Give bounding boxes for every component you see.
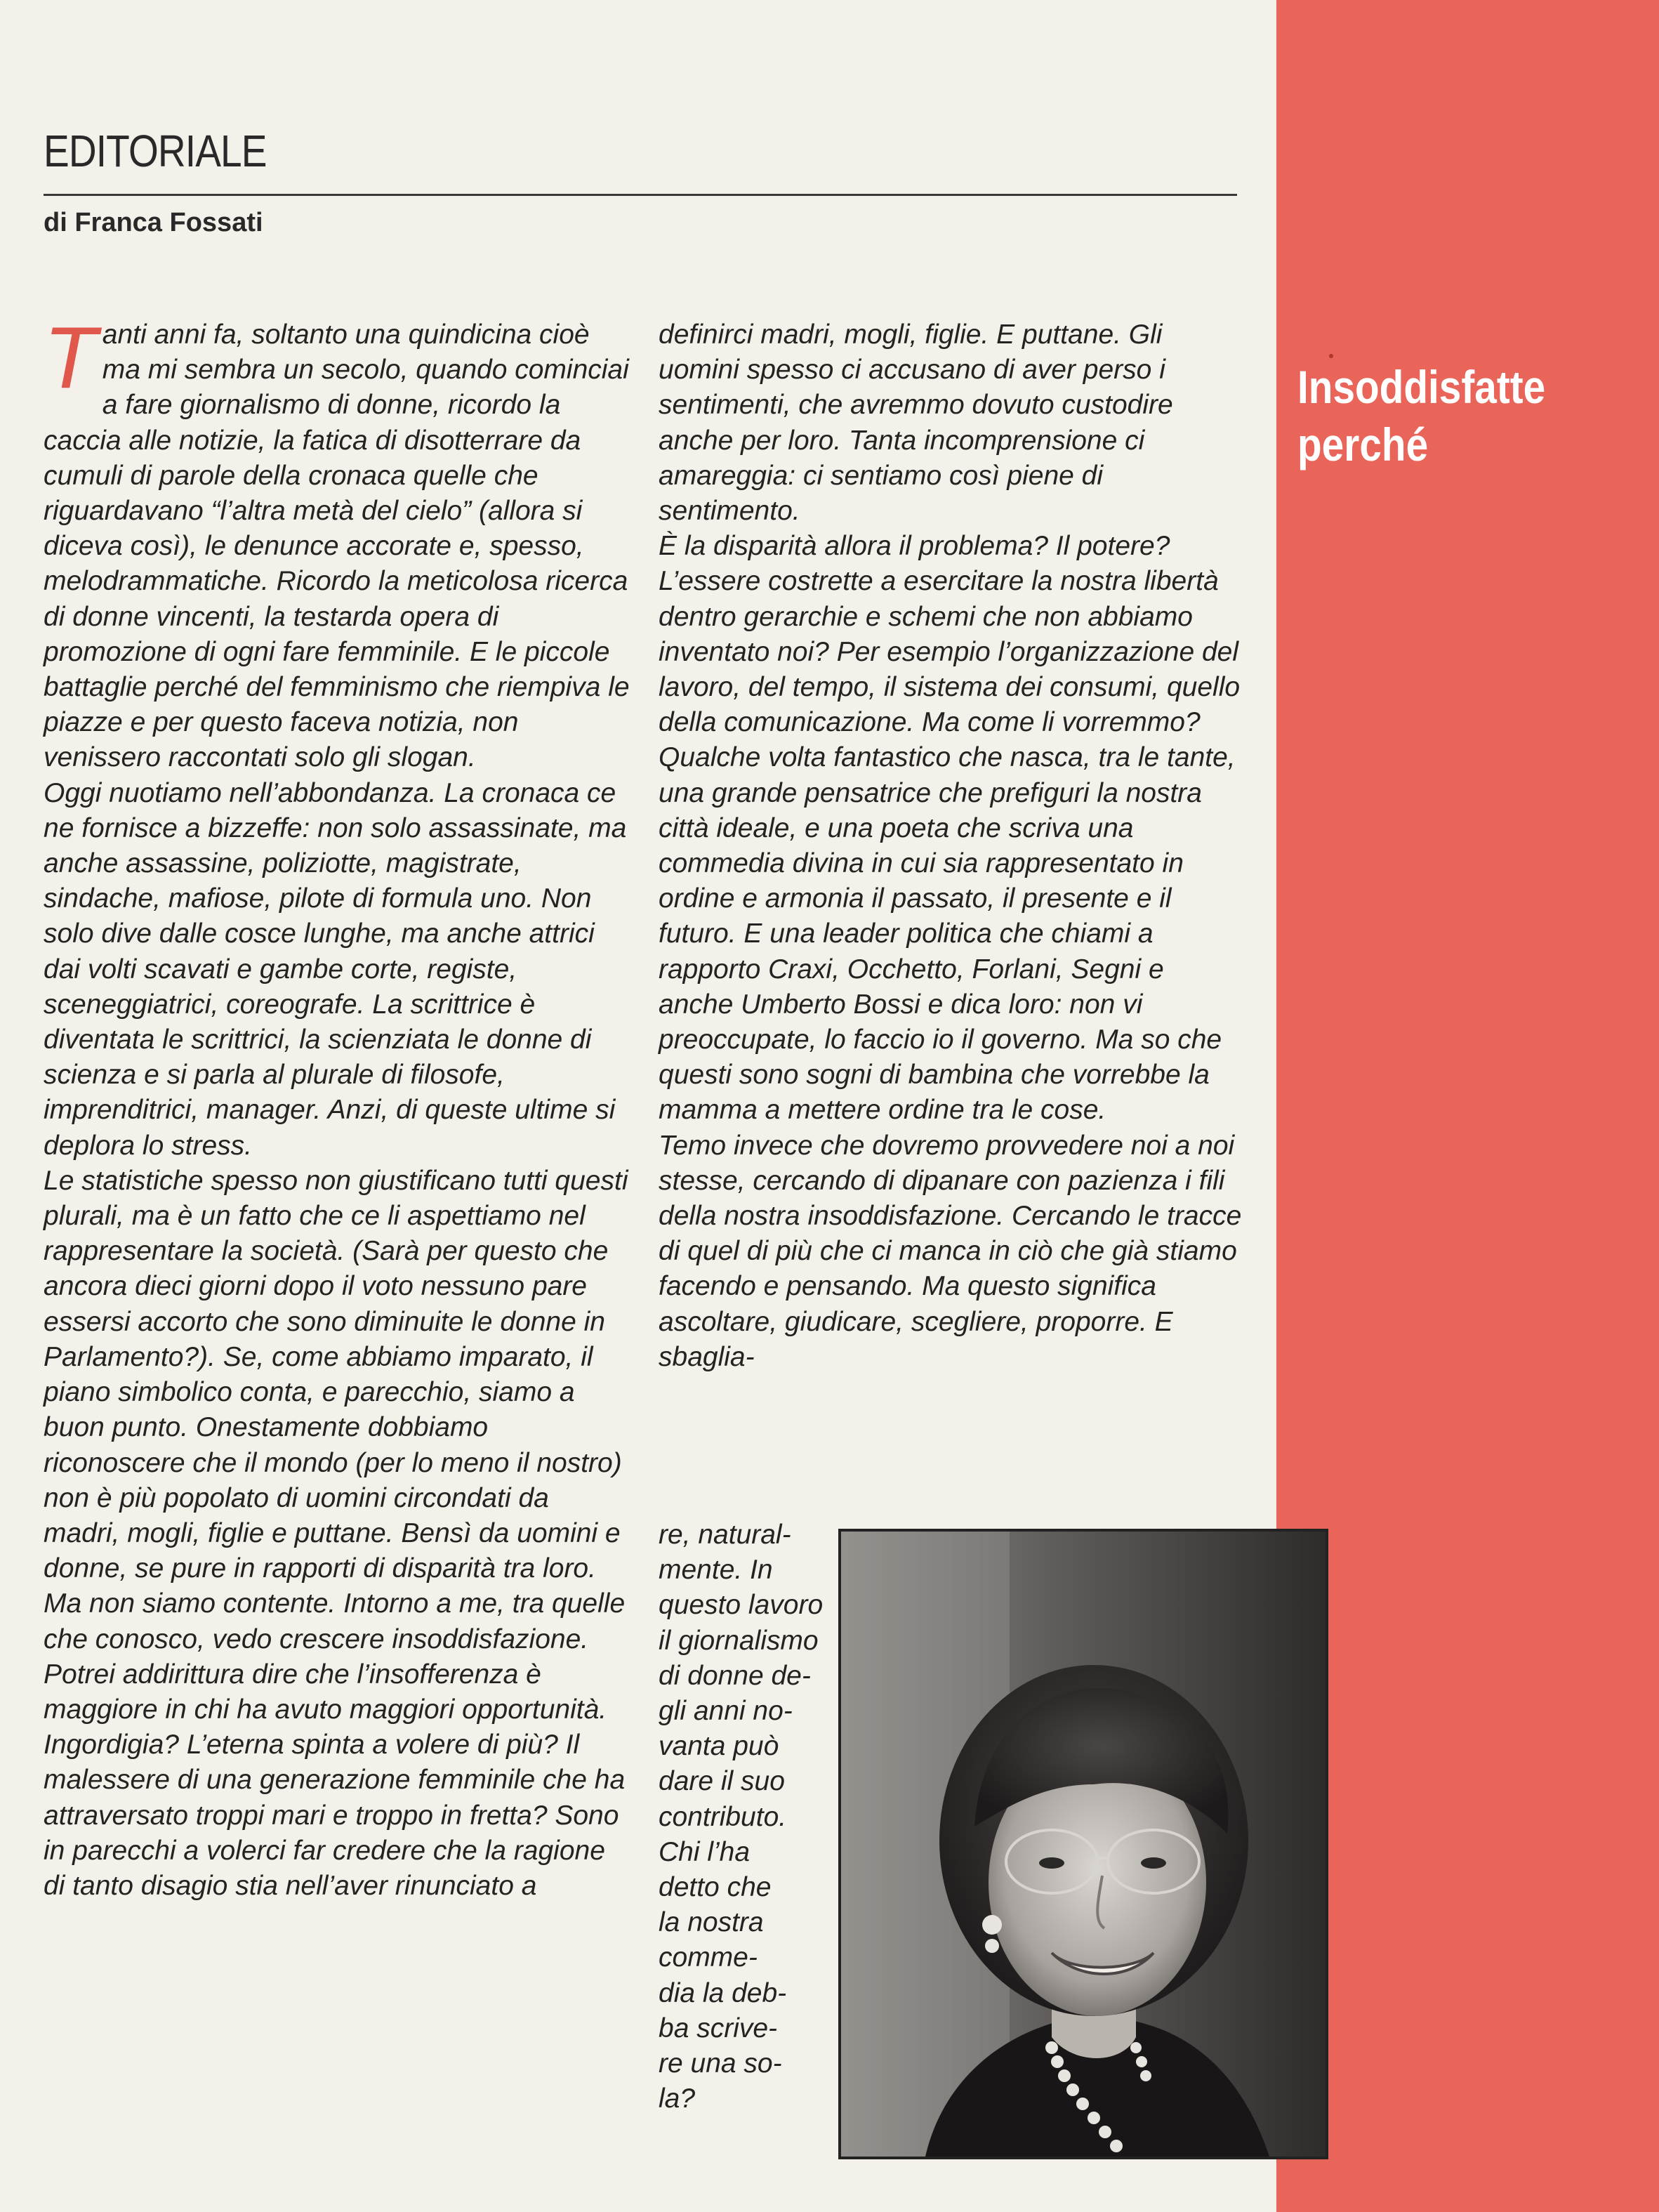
red-sidebar-band <box>1276 0 1659 2212</box>
wrap-line: dare il suo <box>659 1766 785 1797</box>
header-rule <box>44 194 1237 196</box>
sidebar-headline: Insoddisfatte perché <box>1297 361 1546 470</box>
wrap-line: Chi l’ha <box>659 1836 751 1867</box>
wrap-line: dia la deb- <box>659 1977 787 2008</box>
wrap-line: mente. In <box>659 1555 773 1586</box>
drop-cap: T <box>44 310 97 407</box>
wrap-line: questo lavoro <box>659 1590 824 1621</box>
print-speck <box>1329 354 1333 358</box>
article-column-1 <box>44 310 630 1904</box>
article-column-2 <box>659 317 1243 1375</box>
byline: di Franca Fossati <box>44 208 263 237</box>
wrap-line: la? <box>659 2083 696 2114</box>
paragraph: Temo invece che dovremo provvedere noi a noi stesse, cercando di dipanare con pazienza i fili della nostra insoddisfazione. Cercando le tracce di quel di più che ci manca in ciò che già stiamo facendo e pensando. Ma questo significa ascoltare, giudicare, scegliere, proporre. E sbaglia- <box>659 1130 1242 1372</box>
wrap-line: vanta può <box>659 1731 779 1762</box>
section-title: EDITORIALE <box>44 126 267 176</box>
author-portrait-photo <box>841 1532 1326 2157</box>
wrap-line: di donne de- <box>659 1660 811 1691</box>
wrap-line: la nostra <box>659 1907 764 1938</box>
photo-wrap-text <box>659 1518 848 2116</box>
wrap-line: re una so- <box>659 2048 782 2079</box>
wrap-line: re, natural- <box>659 1520 791 1550</box>
wrap-line: gli anni no- <box>659 1696 793 1727</box>
wrap-line: contributo. <box>659 1801 787 1832</box>
paragraph: È la disparità allora il problema? Il potere? L’essere costrette a esercitare la nostra libertà dentro gerarchie e schemi che non abbiamo inventato noi? Per esempio l’organizzazione del lavoro, del tempo, il sistema dei consumi, quello della comunicazione. Ma come li vorremmo? Qualche volta fantastico che nasca, tra le tante, una grande pensatrice che prefiguri la nostra città ideale, e una poeta che scriva una commedia divina in cui sia rappresentato in ordine e armonia il passato, il presente e il futuro. E una leader politica che chiami a rapporto Craxi, Occhetto, Forlani, Segni e anche Umberto Bossi e dica loro: non vi preoccupate, lo faccio io il governo. Ma so che questi sono sogni di bambina che vorrebbe la mamma a mettere ordine tra le cose. <box>659 531 1241 1126</box>
paragraph: anti anni fa, soltanto una quindicina cioè ma mi sembra un secolo, quando cominciai a fare giornalismo di donne, ricordo la caccia alle notizie, la fatica di disotterrare da cumuli di parole della cronaca quelle che riguardavano “l’altra metà del cielo” (allora si diceva così), le denunce accorate e, spesso, melodrammatiche. Ricordo la meticolosa ricerca di donne vincenti, la testarda opera di promozione di ogni fare femminile. E le piccole battaglie perché del femminismo che riempiva le piazze e per questo faceva notizia, non venissero raccontati solo gli slogan. <box>44 320 630 773</box>
wrap-line: ba scrive- <box>659 2013 778 2043</box>
paragraph: Ma non siamo contente. Intorno a me, tra quelle che conosco, vedo crescere insoddisfazione. Potrei addirittura dire che l’insofferenza è maggiore in chi ha avuto maggiori opportunità. Ingordigia? L’eterna spinta a volere di più? Il malessere di una generazione femminile che ha attraversato troppi mari e troppo in fretta? Sono in parecchi a volerci far credere che la ragione di tanto disagio stia nell’aver rinunciato a <box>44 1588 626 1901</box>
paragraph: Oggi nuotiamo nell’abbondanza. La cronaca ce ne fornisce a bizzeffe: non solo assassinate, ma anche assassine, poliziotte, magistrate, sindache, mafiose, pilote di formula uno. Non solo dive dalle cosce lunghe, ma anche attrici dai volti scavati e gambe corte, registe, sceneggiatrici, coreografe. La scrittrice è diventata le scrittrici, la scienziata le donne di scienza e si parla al plurale di filosofe, imprenditrici, manager. Anzi, di queste ultime si deplora lo stress. <box>44 777 627 1161</box>
paragraph: definirci madri, mogli, figlie. E puttane. Gli uomini spesso ci accusano di aver perso i sentimenti, che avremmo dovuto custodire anche per loro. Tanta incomprensione ci amareggia: ci sentiamo così piene di sentimento. <box>659 320 1173 527</box>
wrap-line: detto che <box>659 1872 772 1903</box>
wrap-line: comme- <box>659 1942 758 1973</box>
wrap-line: il giornalismo <box>659 1625 819 1656</box>
paragraph: Le statistiche spesso non giustificano tutti questi plurali, ma è un fatto che ce li aspettiamo nel rappresentare la società. (Sarà per questo che ancora dieci giorni dopo il voto nessuno pare essersi accorto che sono diminuite le donne in Parlamento?). Se, come abbiamo imparato, il piano simbolico conta, e parecchio, siamo a buon punto. Onestamente dobbiamo riconoscere che il mondo (per lo meno il nostro) non è più popolato di uomini circondati da madri, mogli, figlie e puttane. Bensì da uomini e donne, se pure in rapporti di disparità tra loro. <box>44 1165 628 1584</box>
portrait-icon <box>841 1532 1326 2157</box>
